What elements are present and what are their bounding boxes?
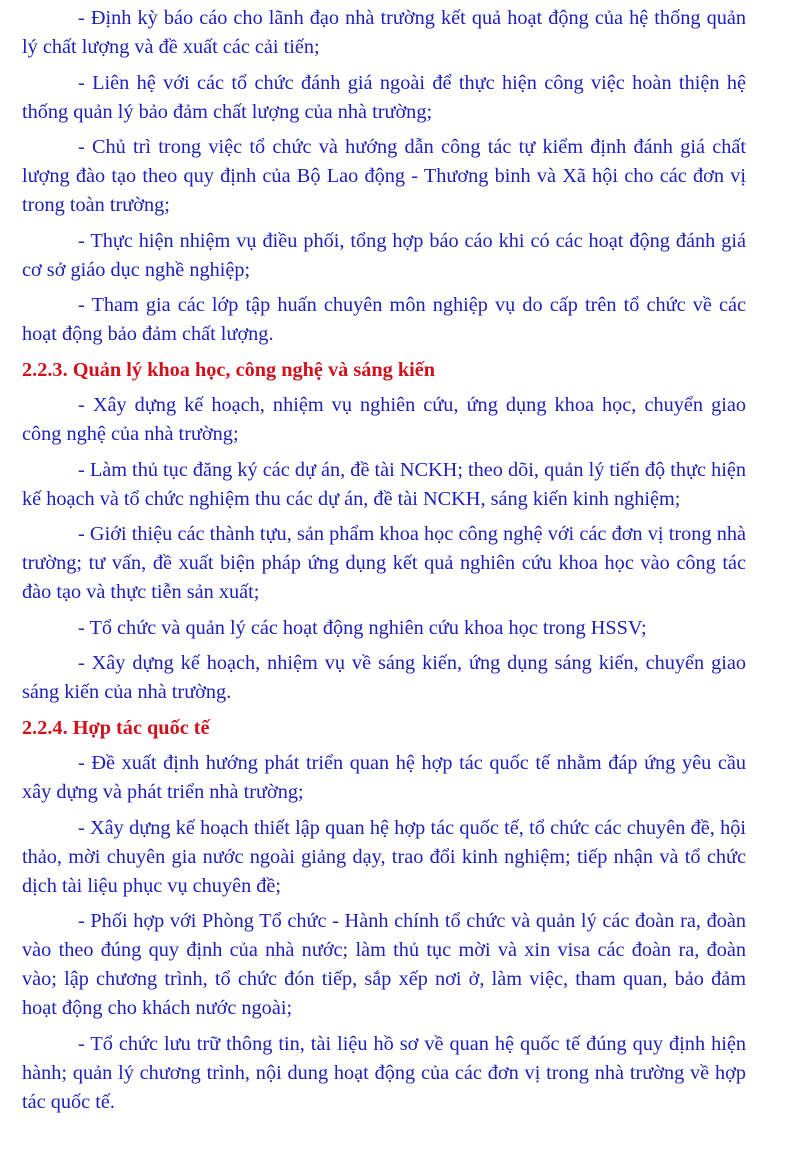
list-item: - Tham gia các lớp tập huấn chuyên môn nghiệp vụ do cấp trên tổ chức về các hoạt động bảo đảm chất lượng. — [22, 294, 746, 345]
document-page — [22, 4, 746, 1123]
section-heading-2-2-3: 2.2.3. Quản lý khoa học, công nghệ và sáng kiến — [22, 358, 436, 381]
list-item: - Tổ chức và quản lý các hoạt động nghiên cứu khoa học trong HSSV; — [78, 616, 647, 639]
list-item: - Chủ trì trong việc tổ chức và hướng dẫn công tác tự kiểm định đánh giá chất lượng đào tạo theo quy định của Bộ Lao động - Thương binh và Xã hội cho các đơn vị trong toàn trường; — [22, 136, 746, 216]
list-item: - Đề xuất định hướng phát triển quan hệ hợp tác quốc tế nhằm đáp ứng yêu cầu xây dựng và phát triển nhà trường; — [22, 752, 746, 803]
list-item: - Xây dựng kế hoạch, nhiệm vụ nghiên cứu, ứng dụng khoa học, chuyển giao công nghệ của nhà trường; — [22, 394, 746, 445]
list-item: - Liên hệ với các tổ chức đánh giá ngoài để thực hiện công việc hoàn thiện hệ thống quản lý bảo đảm chất lượng của nhà trường; — [22, 71, 746, 123]
list-item: - Thực hiện nhiệm vụ điều phối, tổng hợp báo cáo khi có các hoạt động đánh giá cơ sở giáo dục nghề nghiệp; — [22, 229, 746, 281]
list-item: - Tổ chức lưu trữ thông tin, tài liệu hồ sơ về quan hệ quốc tế đúng quy định hiện hành; quản lý chương trình, nội dung hoạt động của các đơn vị trong nhà trường về hợp tác quốc tế. — [22, 1032, 746, 1113]
list-item: - Xây dựng kế hoạch, nhiệm vụ về sáng kiến, ứng dụng sáng kiến, chuyển giao sáng kiến của nhà trường. — [22, 652, 746, 703]
list-item: - Làm thủ tục đăng ký các dự án, đề tài NCKH; theo dõi, quản lý tiến độ thực hiện kế hoạch và tổ chức nghiệm thu các dự án, đề tài NCKH, sáng kiến kinh nghiệm; — [22, 458, 747, 510]
list-item: - Định kỳ báo cáo cho lãnh đạo nhà trường kết quả hoạt động của hệ thống quản lý chất lượng và đề xuất các cải tiến; — [22, 7, 746, 58]
section-heading-2-2-4: 2.2.4. Hợp tác quốc tế — [22, 716, 210, 739]
list-item: - Giới thiệu các thành tựu, sản phẩm khoa học công nghệ với các đơn vị trong nhà trường; tư vấn, đề xuất biện pháp ứng dụng kết quả nghiên cứu khoa học vào công tác đào tạo và thực tiễn sản xuất; — [22, 523, 746, 603]
list-item: - Phối hợp với Phòng Tổ chức - Hành chính tổ chức và quản lý các đoàn ra, đoàn vào theo đúng quy định của nhà nước; làm thủ tục mời và xin visa các đoàn ra, đoàn vào; lập chương trình, tổ chức đón tiếp, sắp xếp nơi ở, làm việc, tham quan, bảo đảm hoạt động cho khách nước ngoài; — [22, 910, 746, 1019]
list-item: - Xây dựng kế hoạch thiết lập quan hệ hợp tác quốc tế, tổ chức các chuyên đề, hội thảo, mời chuyên gia nước ngoài giảng dạy, trao đổi kinh nghiệm; tiếp nhận và tổ chức dịch tài liệu phục vụ chuyên đề; — [22, 816, 746, 897]
